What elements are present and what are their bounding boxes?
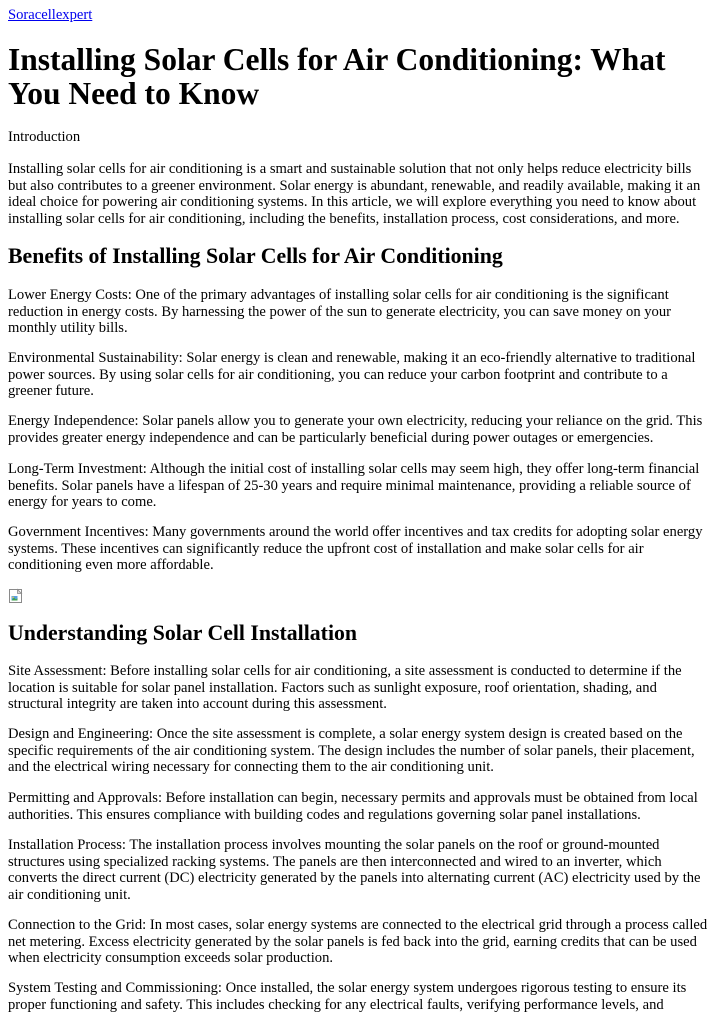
benefit-paragraph: Energy Independence: Solar panels allow you to generate your own electricity, reducing your reliance on the grid. This provides greater energy independence and can be particularly beneficial during power outages or emergencies. [8, 413, 703, 446]
intro-label: Introduction [8, 129, 81, 145]
article-title: Installing Solar Cells for Air Conditioning: What You Need to Know [8, 42, 666, 111]
benefit-paragraph: Lower Energy Costs: One of the primary advantages of installing solar cells for air conditioning is the significant reduction in energy costs. By harnessing the power of the sun to generate electricity, you can save money on your monthly utility bills. [8, 287, 672, 336]
intro-paragraph: Installing solar cells for air conditioning is a smart and sustainable solution that not only helps reduce electricity bills but also contributes to a greener environment. Solar energy is abundant, renewable, and readily available, making it an ideal choice for powering air conditioning systems. In this article, we will explore everything you need to know about installing solar cells for air conditioning, including the benefits, installation process, cost considerations, and more. [8, 161, 701, 227]
installation-paragraph: Site Assessment: Before installing solar cells for air conditioning, a site assessment is conducted to determine if the location is suitable for solar panel installation. Factors such as sunlight exposure, roof orientation, shading, and structural integrity are taken into account during this assessment. [8, 663, 682, 712]
benefit-paragraph: Government Incentives: Many governments around the world offer incentives and tax credits for adopting solar energy systems. These incentives can significantly reduce the upfront cost of installation and make solar cells for air conditioning even more affordable. [8, 524, 703, 573]
installation-paragraph: Installation Process: The installation process involves mounting the solar panels on the roof or ground-mounted structures using specialized racking systems. The panels are then interconnected and wired to an inverter, which converts the direct current (DC) electricity generated by the panels into alternating current (AC) electricity used by the air conditioning unit. [8, 837, 701, 903]
broken-image-icon [8, 588, 24, 604]
benefit-paragraph: Environmental Sustainability: Solar energy is clean and renewable, making it an eco-friendly alternative to traditional power sources. By using solar cells for air conditioning, you can reduce your carbon footprint and contribute to a greener future. [8, 350, 696, 399]
section-heading-benefits: Benefits of Installing Solar Cells for Air Conditioning [8, 244, 503, 268]
installation-paragraph: Design and Engineering: Once the site assessment is complete, a solar energy system design is created based on the specific requirements of the air conditioning system. The design includes the number of solar panels, their placement, and the electrical wiring necessary for connecting them to the air conditioning unit. [8, 726, 695, 775]
installation-paragraph: Permitting and Approvals: Before installation can begin, necessary permits and approvals must be obtained from local authorities. This ensures compliance with building codes and regulations governing solar panel installations. [8, 790, 698, 823]
installation-paragraph: Connection to the Grid: In most cases, solar energy systems are connected to the electrical grid through a process called net metering. Excess electricity generated by the solar panels is fed back into the grid, earning credits that can be used when electricity consumption exceeds solar production. [8, 917, 708, 966]
site-home-link[interactable]: Soracellexpert [8, 7, 93, 23]
section-heading-installation: Understanding Solar Cell Installation [8, 621, 358, 645]
benefit-paragraph: Long-Term Investment: Although the initial cost of installing solar cells may seem high, they offer long-term financial benefits. Solar panels have a lifespan of 25-30 years and require minimal maintenance, providing a reliable source of energy for years to come. [8, 461, 700, 510]
installation-paragraph: System Testing and Commissioning: Once installed, the solar energy system undergoes rigorous testing to ensure its proper functioning and safety. This includes checking for any electrical faults, verifying performance levels, and [8, 980, 687, 1013]
